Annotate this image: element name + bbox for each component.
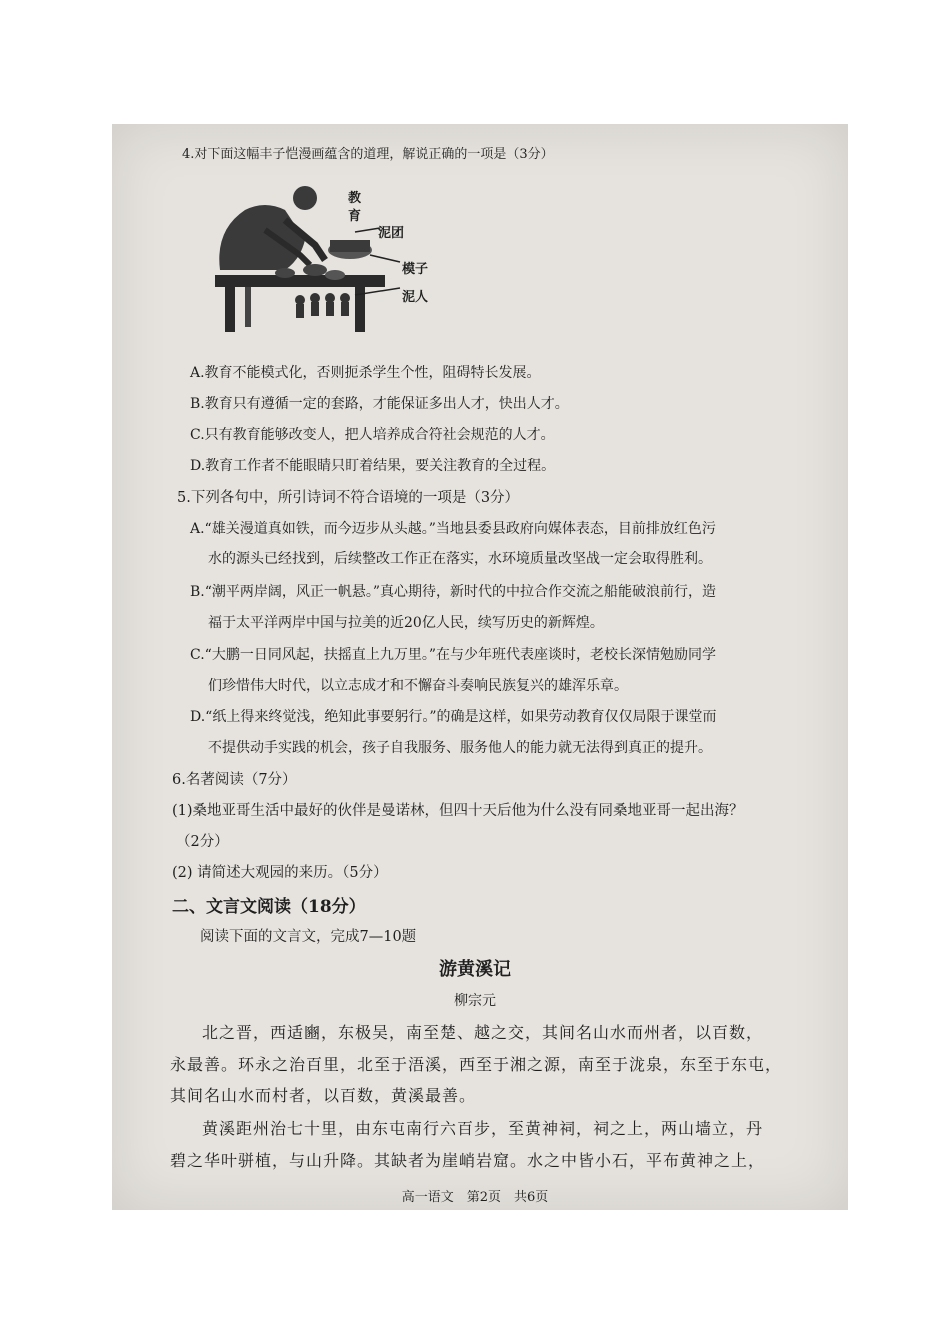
q6-sub1-line1: (1)桑地亚哥生活中最好的伙伴是曼诺林，但四十天后他为什么没有同桑地亚哥一起出海？	[172, 803, 744, 819]
passage-line-5: 碧之华叶骈植，与山升降。其缺者为崖峭岩窟。水之中皆小石，平布黄神之上，	[170, 1151, 766, 1170]
q5-option-d-line1: D.“纸上得来终觉浅，绝知此事要躬行。”的确是这样，如果劳动教育仅仅局限于课堂而	[190, 709, 717, 725]
section-2-instruction: 阅读下面的文言文，完成7—10题	[200, 929, 417, 945]
passage-line-3: 其间名山水而村者，以百数，黄溪最善。	[170, 1086, 477, 1105]
q6-sub2: (2) 请简述大观园的来历。（5分）	[172, 865, 388, 881]
question-5-stem: 5.下列各句中，所引诗词不符合语境的一项是（3分）	[177, 490, 520, 506]
q5-option-b-line2: 福于太平洋两岸中国与拉美的近20亿人民，续写历史的新辉煌。	[208, 615, 604, 631]
q4-option-a: A.教育不能模式化，否则扼杀学生个性，阻碍特长发展。	[190, 365, 541, 381]
q5-option-c-line2: 们珍惜伟大时代，以立志成才和不懈奋斗奏响民族复兴的雄浑乐章。	[208, 678, 628, 694]
cartoon-label-nituan: 泥团	[378, 226, 405, 241]
q6-sub1-line2: （2分）	[176, 834, 229, 850]
q4-option-d: D.教育工作者不能眼睛只盯着结果，要关注教育的全过程。	[190, 458, 556, 474]
cartoon-illustration	[205, 170, 435, 340]
cartoon-label-niren: 泥人	[402, 290, 429, 305]
section-2-heading: 二、文言文阅读（18分）	[172, 897, 366, 917]
page-footer: 高一语文 第2页 共6页	[401, 1190, 549, 1205]
passage-title: 游黄溪记	[439, 959, 511, 980]
cartoon-label-yu: 育	[348, 209, 362, 224]
cartoon-label-jiao: 教	[348, 191, 362, 206]
q4-option-c: C.只有教育能够改变人，把人培养成合符社会规范的人才。	[190, 427, 555, 443]
q5-option-a-line2: 水的源头已经找到，后续整改工作正在落实，水环境质量改坚战一定会取得胜利。	[208, 551, 712, 567]
question-4-stem: 4.对下面这幅丰子恺漫画蕴含的道理，解说正确的一项是（3分）	[182, 147, 554, 162]
bleed-through-text	[628, 130, 748, 169]
q5-option-a-line1: A.“雄关漫道真如铁，而今迈步从头越。”当地县委县政府向媒体表态，目前排放红色污	[190, 521, 716, 537]
q5-option-b-line1: B.“潮平两岸阔，风正一帆悬。”真心期待，新时代的中拉合作交流之船能破浪前行，造	[190, 584, 717, 600]
passage-author: 柳宗元	[454, 993, 496, 1009]
q5-option-d-line2: 不提供动手实践的机会，孩子自我服务、服务他人的能力就无法得到真正的提升。	[208, 740, 712, 756]
passage-line-1: 北之晋，西适豳，东极吴，南至楚、越之交，其间名山水而州者，以百数，	[202, 1023, 764, 1042]
q5-option-c-line1: C.“大鹏一日同风起，扶摇直上九万里。”在与少年班代表座谈时，老校长深情勉励同学	[190, 647, 716, 663]
cartoon-label-muzi: 模子	[402, 262, 429, 277]
passage-line-2: 永最善。环永之治百里，北至于浯溪，西至于湘之源，南至于泷泉，东至于东屯，	[170, 1055, 783, 1074]
q4-option-b: B.教育只有遵循一定的套路，才能保证多出人才，快出人才。	[190, 396, 569, 412]
question-6-stem: 6.名著阅读（7分）	[172, 772, 297, 788]
passage-line-4: 黄溪距州治七十里，由东屯南行六百步，至黄神祠，祠之上，两山墙立，丹	[202, 1119, 764, 1138]
